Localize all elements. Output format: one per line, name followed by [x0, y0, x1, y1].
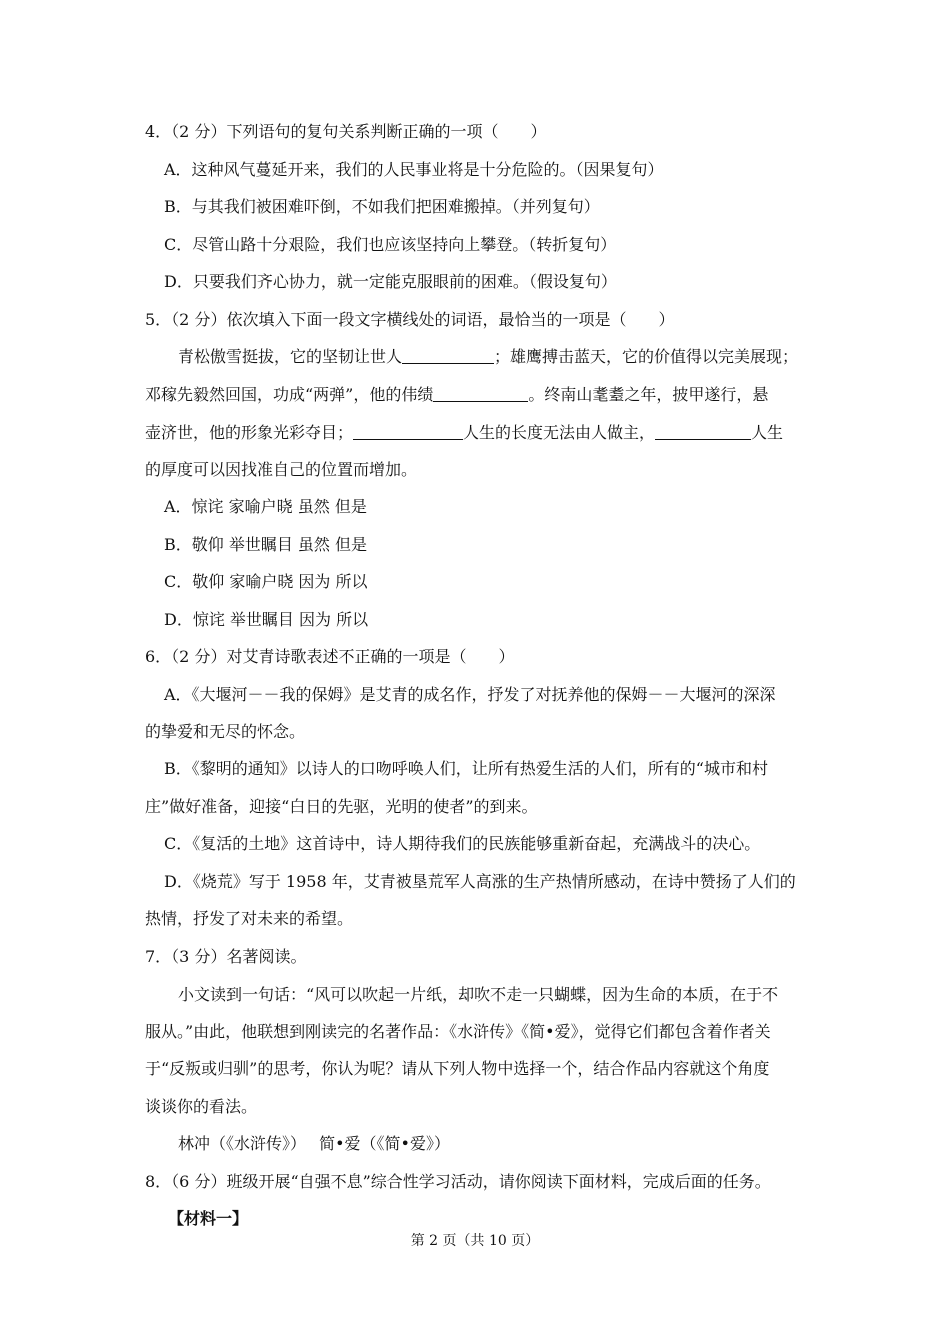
q6-option-a-line-2: 的挚爱和无尽的怀念。: [145, 722, 306, 741]
q5-passage-text: 壶济世，他的形象光彩夺目；: [145, 423, 354, 442]
q5-option-a: A．惊诧 家喻户晓 虽然 但是: [164, 497, 367, 516]
q8-material-1-heading: 【材料一】: [168, 1209, 249, 1228]
q5-option-b: B．敬仰 举世瞩目 虽然 但是: [164, 535, 368, 554]
q5-passage-text: 邓稼先毅然回国，功成“两弹”，他的伟绩: [145, 385, 434, 404]
page-footer: 第 2 页（共 10 页）: [410, 1233, 540, 1249]
q5-passage-text: ；雄鹰搏击蓝天，它的价值得以完美展现；: [494, 347, 799, 366]
q7-paragraph-line-3: 于“反叛或归驯”的思考，你认为呢？请从下列人物中选择一个，结合作品内容就这个角度: [145, 1059, 770, 1078]
q4-option-b: B．与其我们被困难吓倒，不如我们把困难搬掉。（并列复句）: [164, 197, 600, 216]
q6-option-b-line-1: B．《黎明的通知》以诗人的口吻呼唤人们，让所有热爱生活的人们，所有的“城市和村: [164, 759, 768, 778]
q7-paragraph-line-1: 小文读到一句话：“风可以吹起一片纸，却吹不走一只蝴蝶，因为生命的本质，在于不: [178, 985, 779, 1004]
fill-blank-4: [655, 423, 751, 440]
q5-passage-text: 。终南山耄耋之年，披甲遂行，悬: [528, 385, 769, 404]
q5-passage-text: 人生的长度无法由人做主，: [463, 423, 656, 442]
q5-passage-line-1: [178, 347, 798, 367]
q5-passage-line-3: [145, 423, 783, 443]
q6-option-b-line-2: 庄”做好准备，迎接“白日的先驱，光明的使者”的到来。: [145, 797, 538, 816]
q5-option-d: D．惊诧 举世瞩目 因为 所以: [164, 610, 369, 629]
q5-passage-line-4: 的厚度可以因找准自己的位置而增加。: [145, 460, 418, 479]
fill-blank-3: [353, 423, 463, 440]
q7-character-choices: 林冲（《水浒传》） 简•爱（《简•爱》）: [178, 1134, 450, 1153]
q4-stem: 4．（2 分）下列语句的复句关系判断正确的一项（ ）: [145, 122, 547, 141]
q5-option-c: C．敬仰 家喻户晓 因为 所以: [164, 572, 368, 591]
fill-blank-1: [402, 347, 494, 364]
q6-option-c: C．《复活的土地》这首诗中，诗人期待我们的民族能够重新奋起，充满战斗的决心。: [164, 834, 761, 853]
q6-option-a-line-1: A．《大堰河－－我的保姆》是艾青的成名作，抒发了对抚养他的保姆－－大堰河的深深: [164, 685, 776, 704]
fill-blank-2: [433, 385, 528, 402]
q5-passage-line-2: [145, 385, 768, 405]
q8-stem: 8．（6 分）班级开展“自强不息”综合性学习活动，请你阅读下面材料，完成后面的任务。: [145, 1172, 771, 1191]
q5-stem: 5．（2 分）依次填入下面一段文字横线处的词语，最恰当的一项是（ ）: [145, 310, 675, 329]
q7-paragraph-line-4: 谈谈你的看法。: [145, 1097, 258, 1116]
q6-stem: 6．（2 分）对艾青诗歌表述不正确的一项是（ ）: [145, 647, 515, 666]
q7-paragraph-line-2: 服从。”由此，他联想到刚读完的名著作品：《水浒传》《简•爱》，觉得它们都包含着作者关: [145, 1022, 771, 1041]
q6-option-d-line-2: 热情，抒发了对未来的希望。: [145, 909, 354, 928]
q4-option-a: A．这种风气蔓延开来，我们的人民事业将是十分危险的。（因果复句）: [164, 160, 664, 179]
q5-passage-text: 青松傲雪挺拔，它的坚韧让世人: [178, 347, 403, 366]
q4-option-d: D．只要我们齐心协力，就一定能克服眼前的困难。（假设复句）: [164, 272, 617, 291]
q6-option-d-line-1: D．《烧荒》写于 1958 年，艾青被垦荒军人高涨的生产热情所感动，在诗中赞扬了人们的: [164, 872, 796, 891]
q4-option-c: C．尽管山路十分艰险，我们也应该坚持向上攀登。（转折复句）: [164, 235, 617, 254]
q7-stem: 7．（3 分）名著阅读。: [145, 947, 307, 966]
q5-passage-text: 人生: [751, 423, 784, 442]
